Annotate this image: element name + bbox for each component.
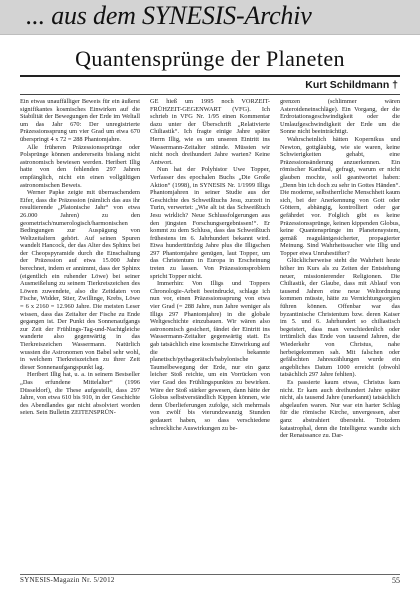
- paragraph: Ein etwas unauffälliger Beweis für ein äußerst signifikantes kosmisches Einwirken auf die Stabilität der Bewegungen der Erde im Weltall um das Jahr 670: Der unregistrierte Präzessionssprung um vier Grad um etwa 670 überspringt 4 x 72 = 288 Phantomjahre.: [20, 98, 140, 143]
- magazine-issue: SYNESIS-Magazin Nr. 5/2012: [20, 576, 115, 584]
- paragraph: grenzen (schlimmer wären Asteroideneinschläge). Ein Vorgang, der die Erdrotationsgeschwindigkeit oder die Umlaufgeschwindigkeit der Erde um die Sonne nicht beeinträchtigt.: [280, 98, 400, 136]
- banner-title: ... aus dem SYNESIS-Archiv: [26, 1, 312, 30]
- paragraph: Immerhin: Von Illigs und Toppers Chronologie-Arbeit beeindruckt, schlage ich nun vor, einen Präzessionssprung von etwa vier Grad (= 288 Jahre, nun Jahre weniger als Illigs 297 Phantomjahre) in die globale Weltgeschichte einzubauen. Wir wären also astronomisch gesichert, fändet der Eintritt ins Wassermann-Zeitalter gegenwärtig statt. Es gab tatsächlich eine kosmische Einwirkung auf die bekannte planetisch/pythagoräisch/babylonische Taumelbewegung der Erde, nur ein ganz leicher Stoß reichte, um ein Vorrücken von vier Grad des Frühlingspunktes zu bewirken. Wäre der Stoß stärker gewesen, dann hätte der Globus selbstverständlich Kippen können, wie denn Überlieferungen zufolge, sich mehrmals von zwölf bis vierundzwanzig Stunden gedauert haben, so dass verschiedene schreckliche Auswirkungen zu be-: [150, 280, 270, 432]
- column-3: [280, 98, 400, 566]
- author-rule: [20, 94, 400, 95]
- paragraph: Es passierte kaum etwas, Christus kam nicht. Er kam auch dreihundert Jahre später nicht, als tausend Jahre (unerkannt) tatsächlich abgelaufen waren. Nur war ein harter Schlag für die römische Kirche, unvergessen, aber ganz abstrahiert übersteht. Trotzdem katastrophal, denn die Intelligenz wandte sich der Renaissance zu. Dar-: [280, 378, 400, 440]
- page-number: 55: [392, 576, 400, 585]
- paragraph: Alle früheren Präzessionssprünge oder Polsprünge können andererseits bislang nicht astronomisch bewiesen werden. Heribert Illig hatte von den fehlenden 297 Jahren empfänglich, nicht ein einen vollgültigen astronomischen Beweis.: [20, 143, 140, 189]
- article-author: Kurt Schildmann †: [305, 79, 398, 91]
- footer-rule: [20, 574, 400, 575]
- paragraph: Nun hat der Polyhistor Uwe Topper, Verfasser des epochalen Buchs „Die Große Aktion“ (1998), in SYNESIS Nr. 1/1999 Illigs Phantomjahren in seiner Studie aus der Geschichte des Schweißtuchs Jesu, zurzeit in Turin, verwertet: „Wie alt ist das Schweißtuch Jesu wirklich? Neue Schlussfolgerungen aus den jüngsten Forschungsergebnissen!“. Er kommt zu dem Schluss, dass das Schweißtuch frühestens im 6. Jahrhundert bekannt wird. Etwa hunderttünfzig Jahre plus die Illigschen 297 Phantomjahre genügen, laut Topper, um das Christentum in Europa in Erscheinung treten zu lassen. Von Präzessionsproblem spricht Topper nicht.: [150, 166, 270, 280]
- column-2: [150, 98, 270, 566]
- article-title: Quantensprünge der Planeten: [75, 46, 345, 71]
- archive-banner: [0, 0, 420, 35]
- title-rule: [20, 75, 400, 77]
- paragraph: Glücklicherweise steht die Wahrheit heute höher im Kurs als zu Zeiten der Entstehung neuer, missionierender Religionen. Die Chiliastik, der Glaube, dass mit Ablauf von tausend Jahren eine neue Weltordnung kommen müsste, hätte zu Vernichtungsorgien führen können. Offenbar war das byzantinische Christentum bzw. deren Kaiser im 5. und 6. Jahrhundert so chiliastisch begeistert, dass man verschiedenlich oder irrtümlich das Ende von tausend Jahren, die Wiederkehr von Christus, nahe herbeigekommen sah. Mit falschen oder gefälschten Jahreszählungen wurde ein angebliches Datum 1000 erreicht (obwohl tatsächlich 297 Jahre fehlten).: [280, 257, 400, 379]
- article-body: [20, 98, 400, 566]
- column-1: [20, 98, 140, 566]
- paragraph: GE hieß um 1995 noch VORZEIT-FRÜHZEIT-GEGENWART (VFG). Ich schrieb in VFG Nr. 1/95 einen Kommentar dazu unter der Überschrift „Relativierte Chiliastik“. Ich fragte einige Jahre später Herrn Illig, wie es um unseren Eintritt ins Wassermann-Zeitalter stünde. Müssten wir nicht noch dreihundert Jahre warten? Keine Antwort.: [150, 98, 270, 166]
- paragraph: Wahrscheinlich hätten Kopernikus und Newton, gottgläubig, wie sie waren, keine Schwierigkeiten gehabt, eine Präzessionsänderung anzuerkennen. Ein römischer Kardinal, gefragt, warum er nicht glauben mochte, soll geantwortet haben: „Denn bin ich doch zu sehr in Gottes Händen“. Die moderne, selbstherrliche Menschheit kaum sich, bei der Anerkennung von Gott oder Göttern, abhängig, kontrolliert oder gar gefährdet vor. Folglich gibt es keine Präzessionssprünge, keinen kippenden Globus, keine Quantensprünge im Planetensystem, gemäß reaguläntgesicherter, propagierter Meinung. Sind Wahrheitssucher wie Illig und Topper etwa Unruhestifter?: [280, 135, 400, 257]
- paragraph: Heribert Illig hat, u. a. in seinem Bestseller „Das erfundene Mittelalter“ (1996 Düsseldorf), die These aufgestellt, dass 297 Jahre, von etwa 610 bis 910, in der Geschichte des Abendlandes gar nicht absolviert worden seien. Sein Bulletin ZEITENSPRÜN-: [20, 371, 140, 417]
- paragraph: Werner Papke zeigte mit überraschendem Eifer, dass die Präzession (nämlich das aus ihr resultierende „Platonische Jahr“ von etwa 26.000 Jahren) zu den geometrisch/numerologisch/harmonischen Bedingungen zur Auspägung von Weltzeitaltern gehört. Auf seinen Spuren wandelt Hancock, der das Alter des Sphinx bei der Cheopspyramide durch die Einschaltung der Präzession auf etwa 15.000 Jahre berechnet, indem er annimmt, dass der Sphinx (eigentlich ein ruhender Löwe) bei seiner Ausmeißelung zu seinem Tierkreiszeichen des Löwen zuwendete, also die Zeitdaten von Fische, Widder, Stier, Zwillinge, Krebs, Löwe = 6 x 2160 = 12.960 Jahre. Die meisten Leser wissen, dass das Zeitalter der Fische zu Ende gegangen ist. Der Punkt des Sonnenaufgangs zur Zeit der Frühlings-Tag-und-Nachtgleiche wanderte also gegenwärtig in das Tierkreiszeichen Wassermann. Natürlich wussten die Astronomen von Babel sehr wohl, in welchem Tierkreiszeichen zu ihrer Zeit dieser Sonnenaufgangspunkt lag.: [20, 189, 140, 371]
